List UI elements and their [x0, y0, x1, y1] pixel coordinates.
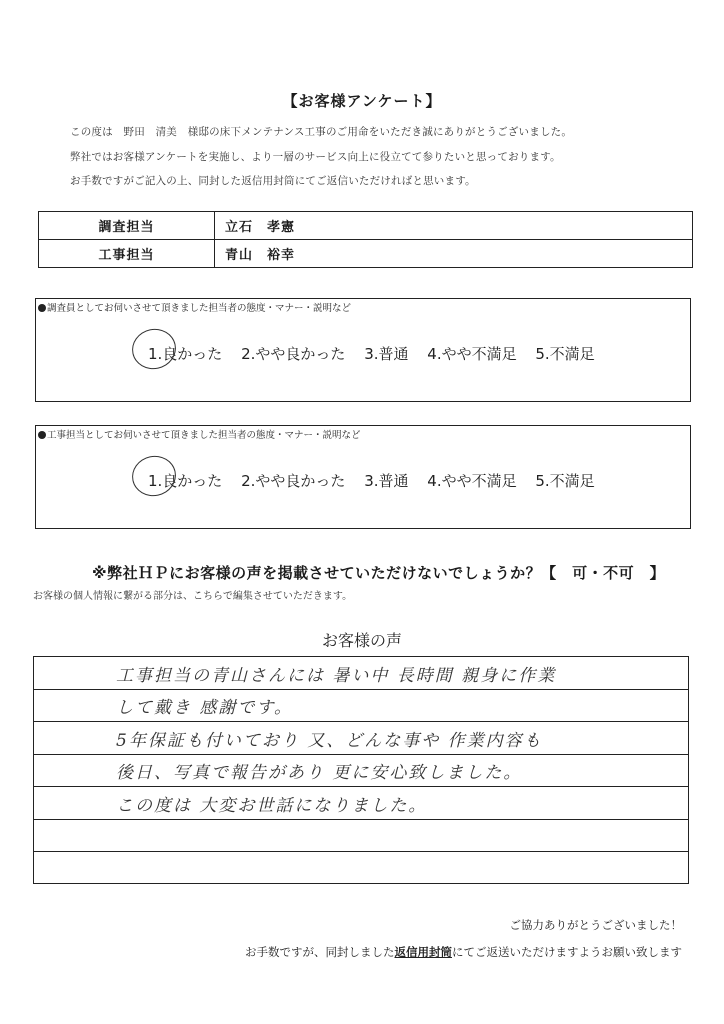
rating-option-5[interactable]: 5.不満足 — [535, 345, 595, 363]
rating-options — [148, 343, 609, 364]
rating-option-2[interactable]: 2.やや良かった — [241, 345, 346, 363]
rating-options — [148, 470, 609, 491]
rating-option-2[interactable]: 2.やや良かった — [241, 472, 346, 490]
staff-label: 工事担当 — [39, 240, 215, 268]
handwritten-text: 5年保証も付いており 又、どんな事や 作業内容も — [116, 730, 543, 751]
question-text: 工事担当としてお伺いさせて頂きました担当者の態度・マナー・説明など — [47, 430, 361, 441]
hp-consent-note: お客様の個人情報に繋がる部分は、こちらで編集させていただきます。 — [33, 591, 353, 602]
rating-option-5[interactable]: 5.不満足 — [535, 472, 595, 490]
hp-consent-question: ※弊社ＨＰにお客様の声を掲載させていただけないでしょうか？【 可・不可 】 — [92, 564, 666, 582]
voice-line — [34, 820, 688, 853]
question-box-construction — [35, 425, 691, 529]
staff-value: 立石 孝憲 — [215, 212, 693, 240]
thanks-message: ご協力ありがとうございました！ — [509, 918, 682, 932]
rating-option-1[interactable]: 1.良かった — [148, 472, 223, 490]
staff-table — [38, 211, 693, 268]
rating-option-1[interactable]: 1.良かった — [148, 345, 223, 363]
intro-line-2: 弊社ではお客様アンケートを実施し、より一層のサービス向上に役立てて参りたいと思っております。 — [70, 151, 561, 163]
survey-title: 【お客様アンケート】 — [282, 92, 442, 110]
closing-message — [245, 944, 682, 960]
rating-option-4[interactable]: 4.やや不満足 — [427, 345, 517, 363]
voice-line — [34, 657, 688, 690]
rating-option-3[interactable]: 3.普通 — [364, 472, 409, 490]
staff-row-survey — [39, 212, 693, 240]
rating-option-4[interactable]: 4.やや不満足 — [427, 472, 517, 490]
handwritten-text: 後日、写真で報告があり 更に安心致しました。 — [116, 763, 523, 783]
handwritten-text: この度は 大変お世話になりました。 — [116, 795, 428, 816]
voice-line — [34, 690, 688, 723]
closing-post: にてご返送いただけますようお願い致します — [452, 945, 682, 959]
bullet-icon — [38, 304, 46, 312]
customer-voice-box — [33, 656, 689, 884]
voice-title: お客様の声 — [321, 631, 402, 650]
voice-line — [34, 722, 688, 755]
handwritten-text: 工事担当の青山さんには 暑い中 長時間 親身に作業 — [116, 665, 557, 686]
question-label — [38, 300, 351, 314]
bullet-icon — [38, 431, 46, 439]
question-label — [38, 427, 361, 441]
question-text: 調査員としてお伺いさせて頂きました担当者の態度・マナー・説明など — [47, 303, 352, 314]
rating-option-3[interactable]: 3.普通 — [364, 345, 409, 363]
return-envelope-emphasis: 返信用封筒 — [394, 945, 452, 959]
staff-value: 青山 裕幸 — [215, 240, 693, 268]
question-box-survey — [35, 298, 691, 402]
voice-line — [34, 755, 688, 788]
voice-line — [34, 852, 688, 885]
intro-line-1: この度は 野田 清美 様邸の床下メンテナンス工事のご用命をいただき誠にありがとうございました。 — [70, 126, 573, 138]
intro-line-3: お手数ですがご記入の上、同封した返信用封筒にてご返信いただければと思います。 — [70, 175, 476, 187]
closing-pre: お手数ですが、同封しました — [245, 945, 395, 959]
staff-row-construction — [39, 240, 693, 268]
staff-label: 調査担当 — [39, 212, 215, 240]
voice-line — [34, 787, 688, 820]
handwritten-text: して戴き 感謝です。 — [116, 698, 294, 718]
